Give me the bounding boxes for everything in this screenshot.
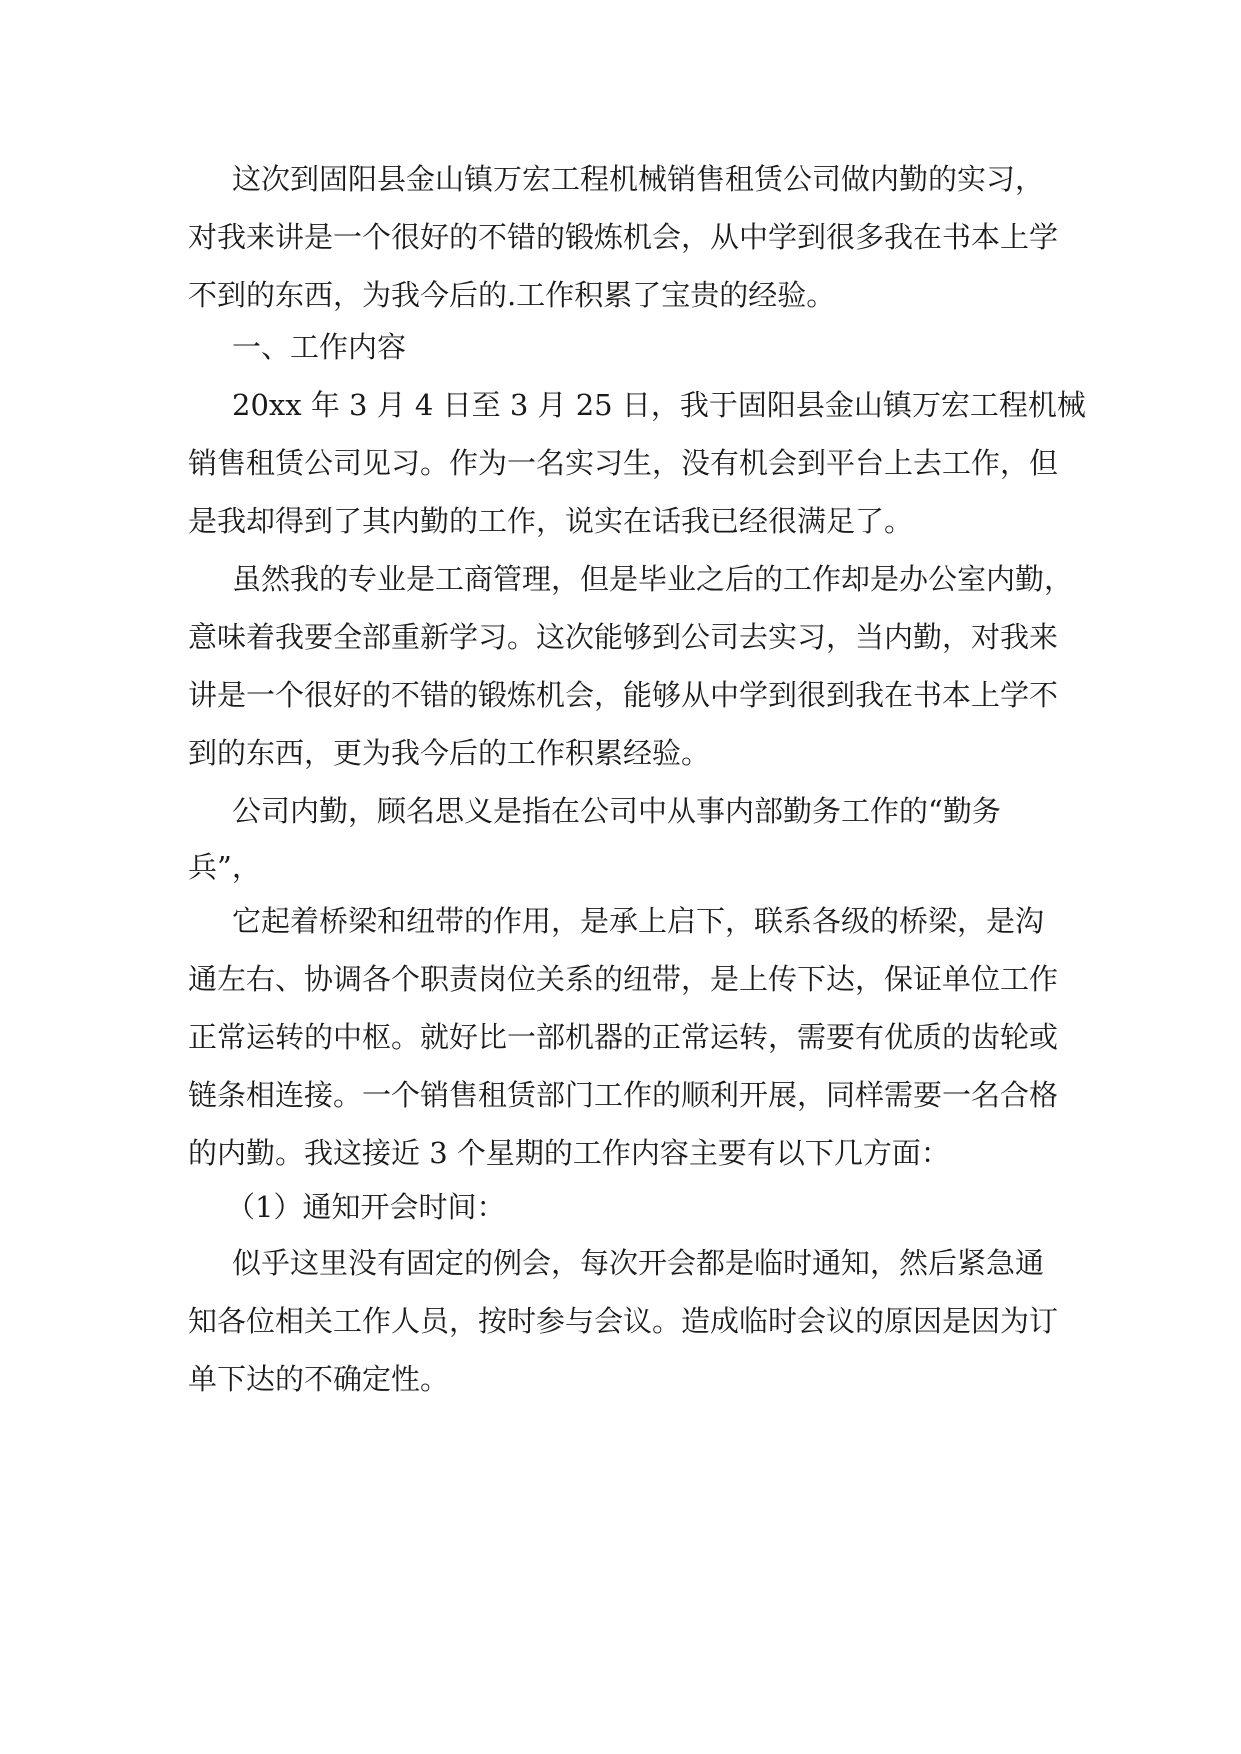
text-line: 它起着桥梁和纽带的作用，是承上启下，联系各级的桥梁，是沟 — [232, 904, 1045, 938]
text-line: 20xx 年 3 月 4 日至 3 月 25 日，我于固阳县金山镇万宏工程机械 — [232, 388, 1086, 422]
text-line: 兵”， — [188, 850, 261, 884]
text-line: 链条相连接。一个销售租赁部门工作的顺利开展，同样需要一名合格 — [188, 1078, 1059, 1112]
text-line: 似乎这里没有固定的例会，每次开会都是临时通知，然后紧急通 — [232, 1246, 1045, 1280]
text-line: 一、工作内容 — [232, 330, 407, 364]
text-line: 不到的东西，为我今后的.工作积累了宝贵的经验。 — [188, 278, 836, 312]
text-line: 正常运转的中枢。就好比一部机器的正常运转，需要有优质的齿轮或 — [188, 1020, 1059, 1054]
text-line: 的内勤。我这接近 3 个星期的工作内容主要有以下几方面： — [188, 1136, 950, 1170]
text-line: 虽然我的专业是工商管理，但是毕业之后的工作却是办公室内勤， — [232, 562, 1074, 596]
text-line: 到的东西，更为我今后的工作积累经验。 — [188, 736, 711, 770]
text-line: 单下达的不确定性。 — [188, 1362, 450, 1396]
text-line: 知各位相关工作人员，按时参与会议。造成临时会议的原因是因为订 — [188, 1304, 1059, 1338]
text-line: 对我来讲是一个很好的不错的锻炼机会，从中学到很多我在书本上学 — [188, 220, 1059, 254]
text-line: 通左右、协调各个职责岗位关系的纽带，是上传下达，保证单位工作 — [188, 962, 1059, 996]
text-line: 是我却得到了其内勤的工作，说实在话我已经很满足了。 — [188, 504, 914, 538]
text-line: 公司内勤，顾名思义是指在公司中从事内部勤务工作的“勤务 — [232, 794, 1001, 828]
text-line: 这次到固阳县金山镇万宏工程机械销售租赁公司做内勤的实习， — [232, 162, 1045, 196]
text-line: （1）通知开会时间： — [226, 1190, 506, 1224]
text-line: 销售租赁公司见习。作为一名实习生，没有机会到平台上去工作，但 — [188, 446, 1059, 480]
text-line: 意味着我要全部重新学习。这次能够到公司去实习，当内勤，对我来 — [188, 620, 1059, 654]
text-line: 讲是一个很好的不错的锻炼机会，能够从中学到很到我在书本上学不 — [188, 678, 1059, 712]
